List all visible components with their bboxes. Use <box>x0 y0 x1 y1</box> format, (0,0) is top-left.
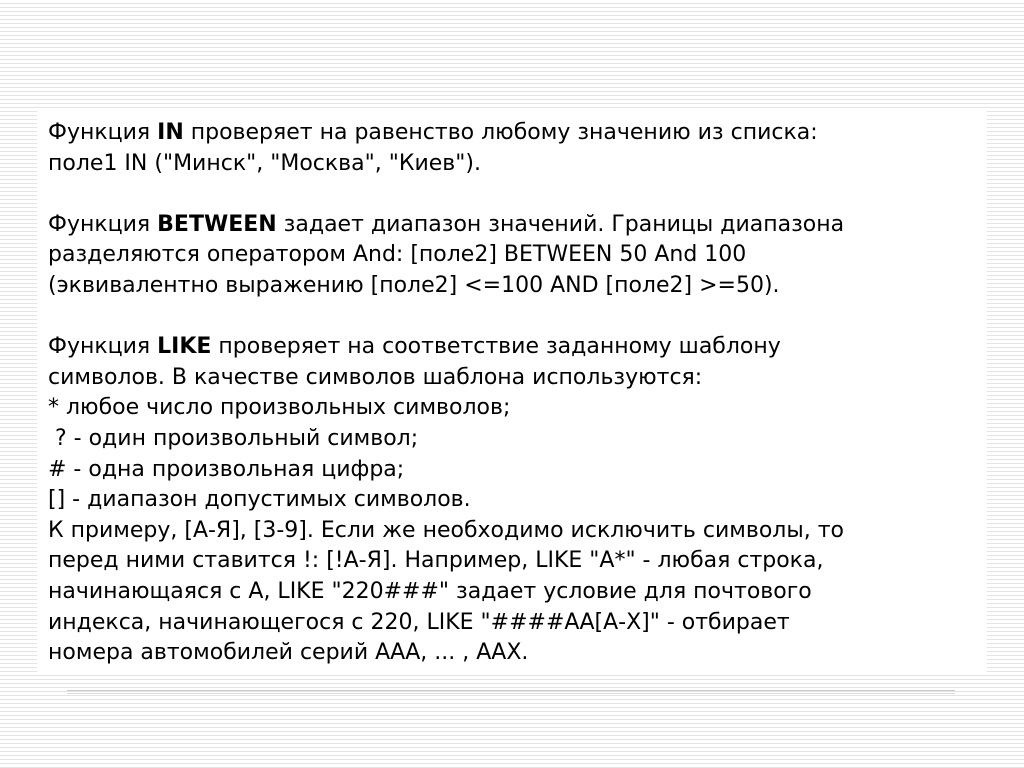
in-lead: Функция <box>48 120 158 145</box>
like-line-8: начинающаяся с А, LIKE "220###" задает условие для почтового <box>48 578 812 604</box>
like-keyword: LIKE <box>157 334 212 360</box>
paragraph-gap <box>48 302 983 333</box>
like-line-7: перед ними ставится !: [!А-Я]. Например, LIKE "А*" - любая строка, <box>48 548 824 574</box>
slide-content-box <box>37 108 987 672</box>
like-line-9: индекса, начинающегося с 220, LIKE "####АА[А-Х]" - отбирает <box>48 609 790 635</box>
in-function-line <box>48 118 983 149</box>
in-description: проверяет на равенство любому значению из списка: <box>183 120 818 145</box>
in-keyword: IN <box>157 120 184 145</box>
like-line-5: [] - диапазон допустимых символов. <box>48 487 471 513</box>
like-lead: Функция <box>48 334 158 360</box>
like-line-10: номера автомобилей серий ААА, ... , ААХ. <box>48 640 529 666</box>
between-function-line <box>48 210 983 241</box>
between-keyword: BETWEEN <box>157 211 277 237</box>
between-description: задает диапазон значений. Границы диапазона <box>276 211 845 237</box>
between-lead: Функция <box>48 211 158 237</box>
slide-body-text <box>48 118 983 669</box>
in-example-line: поле1 IN ("Минск", "Москва", "Киев"). <box>48 150 481 176</box>
paragraph-gap <box>48 179 983 210</box>
like-line-4: # - одна произвольная цифра; <box>48 456 405 482</box>
between-line-2: разделяются оператором And: [поле2] BETWEEN 50 And 100 <box>48 242 747 268</box>
like-line-3: ? - один произвольный символ; <box>48 425 419 451</box>
like-line-1: символов. В качестве символов шаблона используются: <box>48 364 703 390</box>
like-line-2: * любое число произвольных символов; <box>48 395 511 421</box>
like-line-6: К примеру, [А-Я], [3-9]. Если же необходимо исключить символы, то <box>48 517 844 543</box>
footer-divider <box>67 690 955 691</box>
like-function-line <box>48 332 983 363</box>
like-description: проверяет на соответствие заданному шаблону <box>211 334 781 360</box>
between-line-3: (эквивалентно выражению [поле2] <=100 AND [поле2] >=50). <box>48 272 780 298</box>
